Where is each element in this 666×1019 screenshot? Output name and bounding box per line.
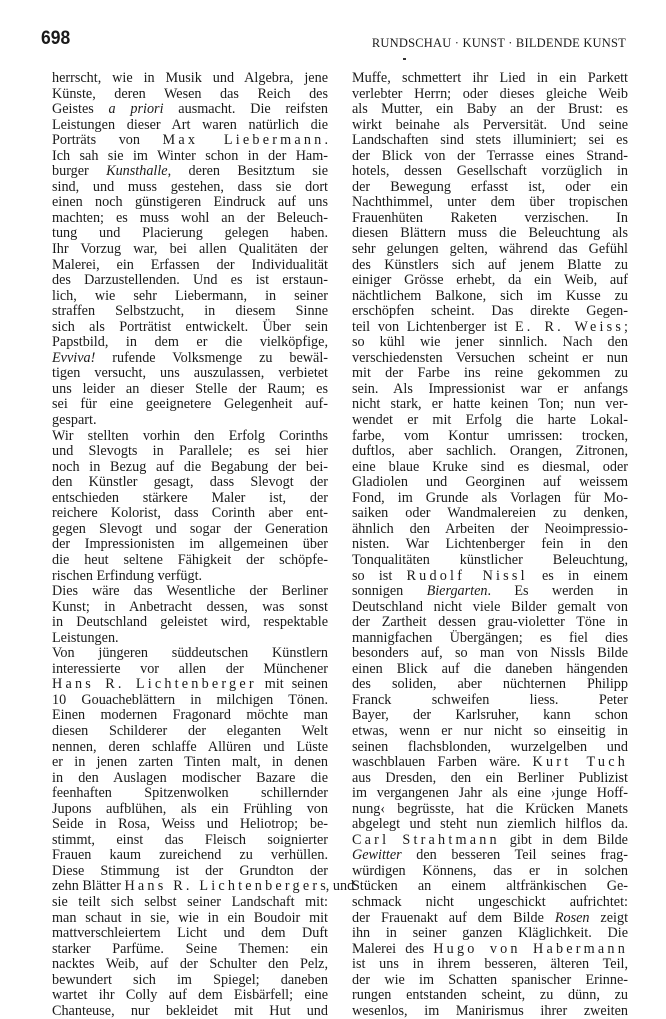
text-line: so kühl wie jener sinnlich. Nach den — [352, 334, 628, 351]
text-line: herrscht, wie in Musik und Algebra, jene — [52, 70, 328, 86]
text-line: nicht stark, er hatte keinen Ton; nun ver- — [352, 396, 628, 413]
text-line: sich als Porträtist entwickelt. Über sein — [52, 318, 328, 335]
text-line: ähnlich den Arbeiten der Neoimpressio- — [352, 520, 628, 537]
text-line: Nachthimmel, unter dem über tropischen — [352, 194, 628, 211]
text-line: Einen modernen Fragonard möchte man — [52, 707, 328, 724]
text-line: nisten. War Lichtenberger fein in den — [352, 536, 628, 553]
text-line: saiken oder Wandmalereien zu denken, — [352, 505, 628, 522]
text-line: etwas, wenn er nur nicht so einseitig in — [352, 722, 628, 739]
text-line: Ihr Vorzug war, bei allen Qualitäten der — [52, 241, 328, 258]
text-line: in Deutschland geleistet wird, respektable — [52, 614, 328, 631]
text-line: diesen Blättern muss die Beleuchtung als — [352, 225, 628, 242]
text-line: der Zartheit dessen grau-violetter Töne in — [352, 614, 628, 631]
text-line: entschieden stärkere Maler ist, der — [52, 489, 328, 506]
text-line: straffen Selbstzucht, in diesem Sinne — [52, 303, 328, 320]
artist-name: Max Liebermann — [162, 132, 325, 149]
text-line: den Künstler gesagt, dass Slevogt der — [52, 474, 328, 491]
text-line: würdigen Könnens, das er in solchen — [352, 862, 628, 879]
text-line: einiger Grösse erhebt, da ein Weib, auf — [352, 272, 628, 289]
text-line: Leistungen dieser Art waren natürlich die — [52, 116, 328, 133]
text-line: schmack nicht ungeschickt aufrichtet: — [352, 893, 628, 910]
text-line: mattverschleiertem Licht und dem Duft — [52, 925, 328, 942]
text-line: Leistungen. — [52, 629, 119, 646]
text-line: bewundert sich im Spiegel; daneben — [52, 971, 328, 988]
text-line: mit der Farbe ins reine gekommen zu — [352, 365, 628, 382]
text-line: Hans R. Lichtenberger mit seinen — [52, 676, 328, 693]
text-line: tigen versucht, uns auszulassen, verbietet — [52, 365, 328, 382]
text-line: Landschaften sind stets illuminiert; sei es — [352, 132, 628, 149]
text-line: sind, und muss gestehen, dass sie dort — [52, 178, 328, 195]
text-line: als Mutter, ein Baby an der Brust: es — [352, 101, 628, 118]
text-line: nung‹ begrüsste, hat die Krücken Manets — [352, 800, 628, 817]
text-line: Ich sah sie im Winter schon in der Ham- — [52, 147, 328, 164]
text-line: sonnigen Biergarten. Es werden in — [352, 583, 628, 600]
text-line: Carl Strahtmann gibt in dem Bilde — [352, 831, 628, 848]
text-line: ihn in seiner ganzen Kläglichkeit. Die — [352, 925, 628, 942]
text-line: Tonqualitäten künstlicher Beleuchtung, — [352, 551, 628, 568]
text-line: Kunst; in Anbetracht dessen, was sonst — [52, 598, 328, 615]
text-line: besonders auf, so man von Nissls Bilde — [352, 645, 628, 662]
text-line: Gewitter den besseren Teil seines frag- — [352, 847, 628, 864]
text-line: Papstbild, in dem er die vielköpfige, — [52, 334, 328, 351]
text-line: interessierte vor allen der Münchener — [52, 660, 328, 677]
text-line: Porträts von Max Liebermann. — [52, 132, 328, 149]
text-line: des Künstlers sich auf jenem Blatte zu — [352, 256, 628, 273]
text-line: gegen Slevogt und sogar der Generation — [52, 520, 328, 537]
text-line: Von jüngeren süddeutschen Künstlern — [52, 645, 328, 662]
text-line: hotels, dessen Gesellschaft vorzüglich in — [352, 163, 628, 180]
text-line: starker Parfüme. Seine Themen: ein — [52, 940, 328, 957]
text-line: Dies wäre das Wesentliche der Berliner — [52, 583, 328, 600]
italic-title: a priori — [108, 101, 164, 118]
text-line: Seide in Rosa, Weiss und Heliotrop; be- — [52, 816, 328, 833]
text-line: des soliden, aber nüchternen Philipp — [352, 676, 628, 693]
right-column — [352, 71, 628, 1019]
text-line: mannigfachen Übergängen; es fiel dies — [352, 629, 628, 646]
text-line: sei für eine geeignetere Gelegenheit auf- — [52, 396, 328, 413]
text-line: noch in Bezug auf die Begabung der bei- — [52, 458, 328, 475]
text-line: seinen flachsblonden, wurzelgelben und — [352, 738, 628, 755]
text-line: Frauenhüten Raketen verzischen. In — [352, 209, 628, 226]
italic-title: Biergarten — [426, 583, 488, 600]
text-line: sehr gelungen gelten, während das Gefühl — [352, 241, 628, 258]
text-line: burger Kunsthalle, deren Besitztum sie — [52, 163, 328, 180]
artist-name: Kurt Tuch — [532, 754, 629, 771]
text-line: gespart. — [52, 412, 97, 429]
text-line: 10 Gouacheblättern in milchigen Tönen. — [52, 691, 328, 708]
text-line: uns leider an dieser Stelle der Raum; es — [52, 380, 328, 397]
running-head: RUNDSCHAU · KUNST · BILDENDE KUNST — [371, 36, 626, 50]
text-line: Geistes a priori ausmacht. Die reifsten — [52, 101, 328, 118]
page-number: 698 — [41, 28, 71, 49]
artist-name: Carl Strahtmann — [352, 831, 500, 848]
text-line: im vergangenen Jahr als eine ›junge Hoff- — [352, 785, 628, 802]
text-line: der wie im Schatten spanischer Erinne- — [352, 971, 628, 988]
text-line: Diese Stimmung ist der Grundton der — [52, 862, 328, 879]
text-line: wendet er mit Erfolg die harte Lokal- — [352, 412, 628, 429]
text-line: man schaut in sie, wie in ein Boudoir mit — [52, 909, 328, 926]
text-line: Muffe, schmettert ihr Lied in ein Parkett — [352, 70, 628, 86]
text-line: nennen, deren schlaffe Allüren und Lüste — [52, 738, 328, 755]
text-line: Wir stellten vorhin den Erfolg Corinths — [52, 427, 328, 444]
text-line: reichere Kolorist, dass Corinth aber ent- — [52, 505, 328, 522]
text-line: stimmt, einst das Fleisch soignierter — [52, 831, 328, 848]
artist-name: Hans R. Lichtenberger — [124, 878, 321, 895]
text-line: zehn Blätter Hans R. Lichtenbergers, und — [52, 878, 355, 895]
text-line: nacktes Weib, auf der Schulter den Pelz, — [52, 956, 328, 973]
text-line: Gladiolen und Georginen auf weissem — [352, 474, 628, 491]
text-line: rischen Erfindung verfügt. — [52, 567, 203, 584]
text-line: erschöpfen scheint. Das direkte Gegen- — [352, 303, 628, 320]
text-line: Malerei, ein Erfassen der Individualität — [52, 256, 328, 273]
text-line: verschiedensten Versuchen scheint er nun — [352, 349, 628, 366]
text-line: sein. Als Impressionist war er anfangs — [352, 380, 628, 397]
artist-name: Hugo von Habermann — [433, 940, 628, 957]
italic-title: Evviva! — [52, 349, 96, 366]
text-line: waschblauen Farben wäre. Kurt Tuch — [352, 754, 629, 771]
text-line: eine blaue Kruke sind es diesmal, oder — [352, 458, 628, 475]
italic-title: Gewitter — [352, 847, 402, 864]
text-line: die heut seltene Fähigkeit der schöpfe- — [52, 551, 328, 568]
artist-name: Rudolf Nissl — [406, 567, 528, 584]
text-line: Stücken an einem altfränkischen Ge- — [352, 878, 628, 895]
italic-title: Kunsthalle — [106, 163, 168, 180]
text-line: Deutschland nicht viele Bilder gemalt von — [352, 598, 628, 615]
text-line: Jupons aufblühen, als ein Frühling von — [52, 800, 328, 817]
text-line: abgelegt und steht nun ziemlich hilflos da. — [352, 816, 628, 833]
text-line: duftlos, aber sachlich. Orangen, Zitronen, — [352, 443, 628, 460]
text-line: Franck schweifen liess. Peter — [352, 691, 628, 708]
text-line: diesen Schilderer der eleganten Welt — [52, 722, 328, 739]
text-line: rungen entstanden scheint, zu dünn, zu — [352, 987, 628, 1004]
text-line: einen noch günstigeren Eindruck auf uns — [52, 194, 328, 211]
text-line: ist uns in ihrem besseren, älteren Teil, — [352, 956, 628, 973]
left-column — [52, 70, 355, 1019]
text-line: der Bewegung erfasst ist, oder ein — [352, 178, 628, 195]
text-line: in den Auslagen modischer Bazare die — [52, 769, 328, 786]
text-line: tung und Placierung gelegen haben. — [52, 225, 328, 242]
print-mark — [403, 58, 406, 60]
artist-name: E. R. Weiss — [514, 318, 625, 335]
text-line: machten; es muss wohl an der Beleuch- — [52, 209, 328, 226]
text-line: lich, wie sehr Liebermann, in seiner — [52, 287, 328, 304]
text-line: Bayer, der Karlsruher, kann schon — [352, 707, 628, 724]
text-line: farbe, vom Kontur umrissen: trocken, — [352, 427, 628, 444]
text-line: Frauen kaum zureichend zu verhüllen. — [52, 847, 328, 864]
text-line: wirkt beinahe als Perversität. Und seine — [352, 116, 628, 133]
text-line: Evviva! rufende Volksmenge zu bewäl- — [52, 349, 328, 366]
text-line: einen Blick auf die daneben hängenden — [352, 660, 628, 677]
text-line: er in jenen zarten Tinten malt, in denen — [52, 754, 328, 771]
text-line: der Blick von der Terrasse eines Strand- — [352, 147, 628, 164]
text-line: nächtlichem Balkone, sich im Kusse zu — [352, 287, 628, 304]
text-line: Chanteuse, nur bekleidet mit Hut und — [52, 1002, 328, 1019]
text-line: aus Dresden, den ein Berliner Publizist — [352, 769, 628, 786]
text-line: und Slevogts in Parallele; es sei hier — [52, 443, 328, 460]
text-line: teil von Lichtenberger ist E. R. Weiss; — [352, 318, 628, 335]
text-line: sie teilt sich selbst seiner Landschaft mit: — [52, 893, 328, 910]
text-line: verlebter Herrn; oder dieses gleiche Weib — [352, 85, 628, 102]
text-line: der Frauenakt auf dem Bilde Rosen zeigt — [352, 909, 629, 926]
artist-name: Hans R. Lichtenberger — [52, 676, 257, 693]
text-line: Künste, deren Wesen das Reich des — [52, 85, 328, 102]
text-line: des Darzustellenden. Und es ist erstaun- — [52, 272, 328, 289]
text-line: feenhaften Spitzenwolken schillernder — [52, 785, 328, 802]
text-line: wesenlos, im Manirismus ihrer zweiten — [352, 1002, 628, 1019]
italic-title: Rosen — [554, 909, 590, 926]
text-line: so ist Rudolf Nissl es in einem — [352, 567, 628, 584]
text-line: Fond, im Grunde als Vorlagen für Mo- — [352, 489, 628, 506]
text-line: der Impressionisten im allgemeinen über — [52, 536, 328, 553]
text-line: Malerei des Hugo von Habermann — [352, 940, 628, 957]
text-line: wartet ihr Colly auf dem Eisbärfell; eine — [52, 987, 328, 1004]
